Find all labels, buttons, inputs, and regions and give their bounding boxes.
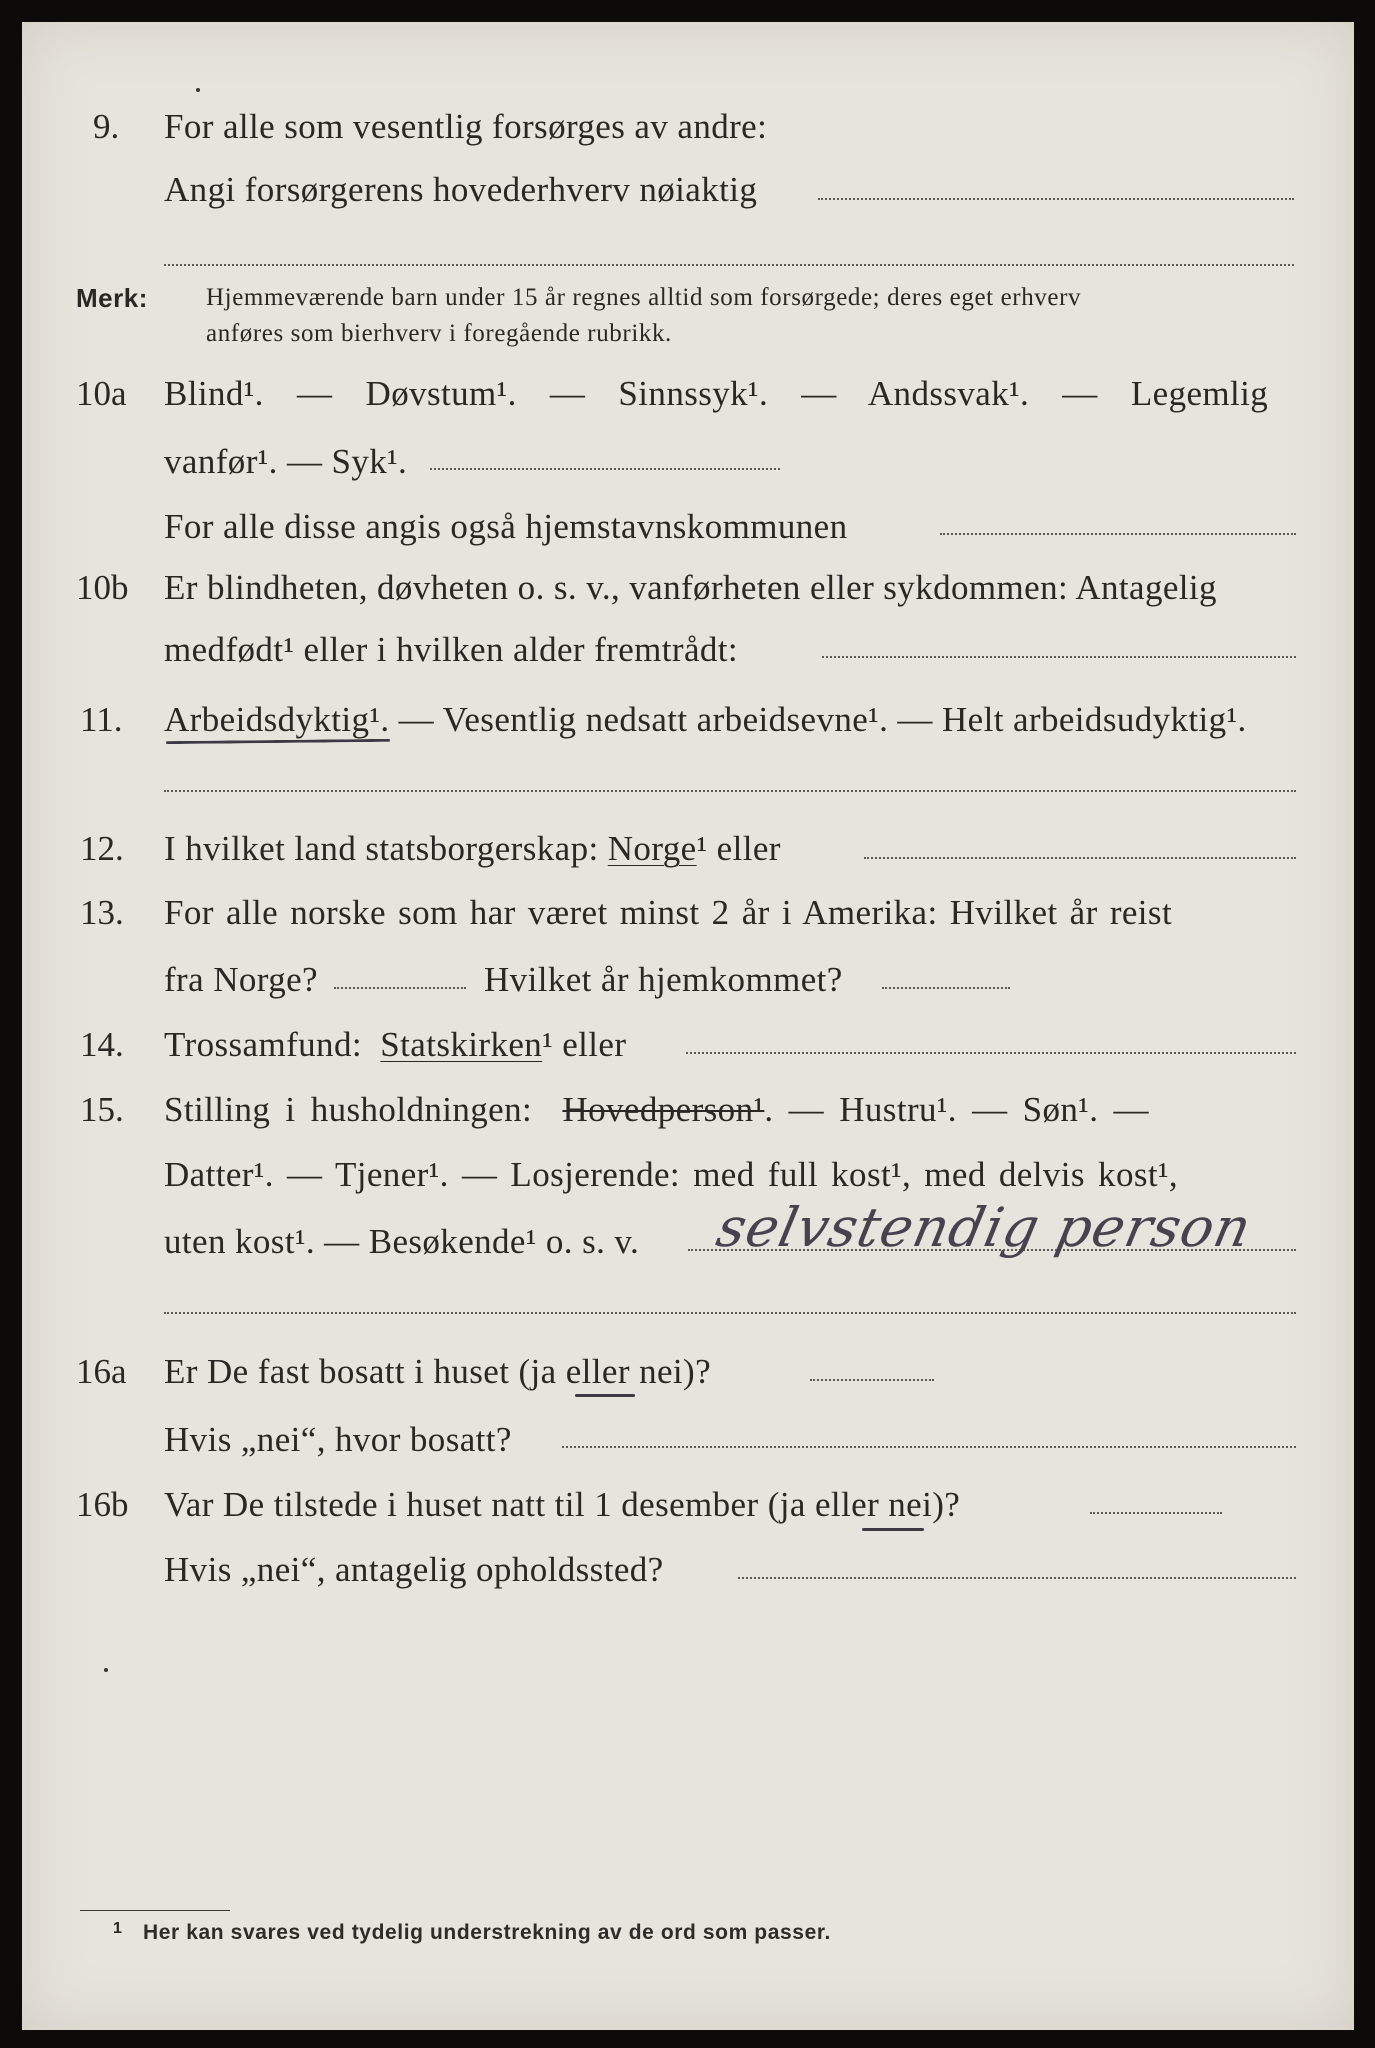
q16b-opholdssted-line[interactable]	[738, 1577, 1296, 1579]
q14-number: 14.	[80, 1025, 124, 1064]
q10a-hjemstavn-line[interactable]	[940, 533, 1296, 535]
q12-suffix: ¹ eller	[696, 829, 781, 868]
q9-answer-line-2[interactable]	[164, 264, 1294, 266]
q14-suffix: ¹ eller	[542, 1025, 627, 1064]
footnote-text: Her kan svares ved tydelig understrekning av de ord som passer.	[143, 1921, 831, 1944]
q15-opt-hovedperson-struck[interactable]: Hovedperson¹	[562, 1090, 765, 1129]
q11-number: 11.	[80, 700, 123, 739]
q15-line1-rest: . — Hustru¹. — Søn¹. —	[764, 1090, 1149, 1129]
q16b-line1: Var De tilstede i huset natt til 1 desember (ja eller nei)?	[164, 1485, 961, 1524]
q16a-line2: Hvis „nei“, hvor bosatt?	[164, 1420, 512, 1459]
merk-line2: anføres som bierhverv i foregående rubrikk.	[206, 320, 672, 347]
q14-opt-statskirken[interactable]: Statskirken	[380, 1025, 543, 1064]
q10a-line2: vanfør¹. — Syk¹.	[164, 442, 408, 481]
q10a-answer-line[interactable]	[430, 468, 780, 470]
q15-prefix: Stilling i husholdningen:	[164, 1090, 533, 1129]
q9-line1: For alle som vesentlig forsørges av andre:	[164, 107, 768, 146]
q16a-bosatt-line[interactable]	[562, 1446, 1296, 1448]
q10b-number: 10b	[76, 568, 129, 607]
q13-part2: Hvilket år hjemkommet?	[484, 960, 843, 999]
paper-speck	[104, 1668, 108, 1672]
q14-line	[164, 1025, 626, 1065]
q16b-ja-underline	[862, 1528, 924, 1531]
q13-part1: fra Norge?	[164, 960, 318, 999]
q16b-number: 16b	[76, 1485, 129, 1524]
q10b-line2: medfødt¹ eller i hvilken alder fremtrådt:	[164, 630, 739, 669]
q15-handwritten-answer: selvstendig person	[711, 1196, 1258, 1259]
q12-prefix: I hvilket land statsborgerskap:	[164, 829, 599, 868]
q9-answer-line[interactable]	[818, 198, 1294, 200]
q15-line3: uten kost¹. — Besøkende¹ o. s. v.	[164, 1222, 640, 1261]
q12-number: 12.	[80, 829, 124, 868]
q16a-ja-underline	[575, 1394, 635, 1397]
q13-reist-line[interactable]	[334, 987, 466, 989]
q10b-answer-line[interactable]	[822, 656, 1296, 658]
q16b-line2: Hvis „nei“, antagelig opholdssted?	[164, 1550, 664, 1589]
footnote-mark: 1	[113, 1920, 122, 1937]
q11-answer-line[interactable]	[164, 790, 1296, 792]
q12-opt-norge[interactable]: Norge	[607, 829, 697, 868]
q14-prefix: Trossamfund:	[164, 1025, 362, 1064]
q14-answer-line[interactable]	[686, 1052, 1296, 1054]
q15-number: 15.	[80, 1090, 124, 1129]
q10b-line1: Er blindheten, døvheten o. s. v., vanførheten eller sykdommen: Antagelig	[164, 568, 1217, 607]
q12-answer-line[interactable]	[864, 857, 1296, 859]
q9-number: 9.	[93, 107, 120, 146]
paper-speck	[196, 88, 200, 92]
q16a-answer-line[interactable]	[810, 1379, 934, 1381]
q10a-line1: Blind¹. — Døvstum¹. — Sinnssyk¹. — Andssvak¹. — Legemlig	[164, 374, 1269, 413]
q13-hjemkommet-line[interactable]	[882, 987, 1010, 989]
q10a-line3: For alle disse angis også hjemstavnskommunen	[164, 507, 848, 546]
q11-line	[164, 700, 1247, 740]
q13-line1: For alle norske som har været minst 2 år i Amerika: Hvilket år reist	[164, 893, 1173, 932]
merk-label: Merk:	[76, 283, 148, 313]
footnote-rule	[80, 1910, 230, 1911]
merk-line1: Hjemmeværende barn under 15 år regnes alltid som forsørgede; deres eget erhverv	[206, 284, 1082, 311]
q15-line1	[164, 1090, 1149, 1130]
q11-rest: . — Vesentlig nedsatt arbeidsevne¹. — Helt arbeidsudyktig¹.	[380, 700, 1247, 739]
q11-opt-arbeidsdyktig[interactable]: Arbeidsdyktig¹	[164, 700, 381, 739]
q16a-line1: Er De fast bosatt i huset (ja eller nei)?	[164, 1352, 712, 1391]
q15-answer-line-2[interactable]	[164, 1312, 1296, 1314]
q13-number: 13.	[80, 893, 124, 932]
q10a-number: 10a	[76, 374, 127, 413]
q12-line	[164, 829, 781, 869]
q15-line2: Datter¹. — Tjener¹. — Losjerende: med full kost¹, med delvis kost¹,	[164, 1155, 1179, 1194]
q16b-answer-line[interactable]	[1090, 1512, 1222, 1514]
q16a-number: 16a	[76, 1352, 127, 1391]
q9-line2: Angi forsørgerens hovederhverv nøiaktig	[164, 170, 758, 209]
